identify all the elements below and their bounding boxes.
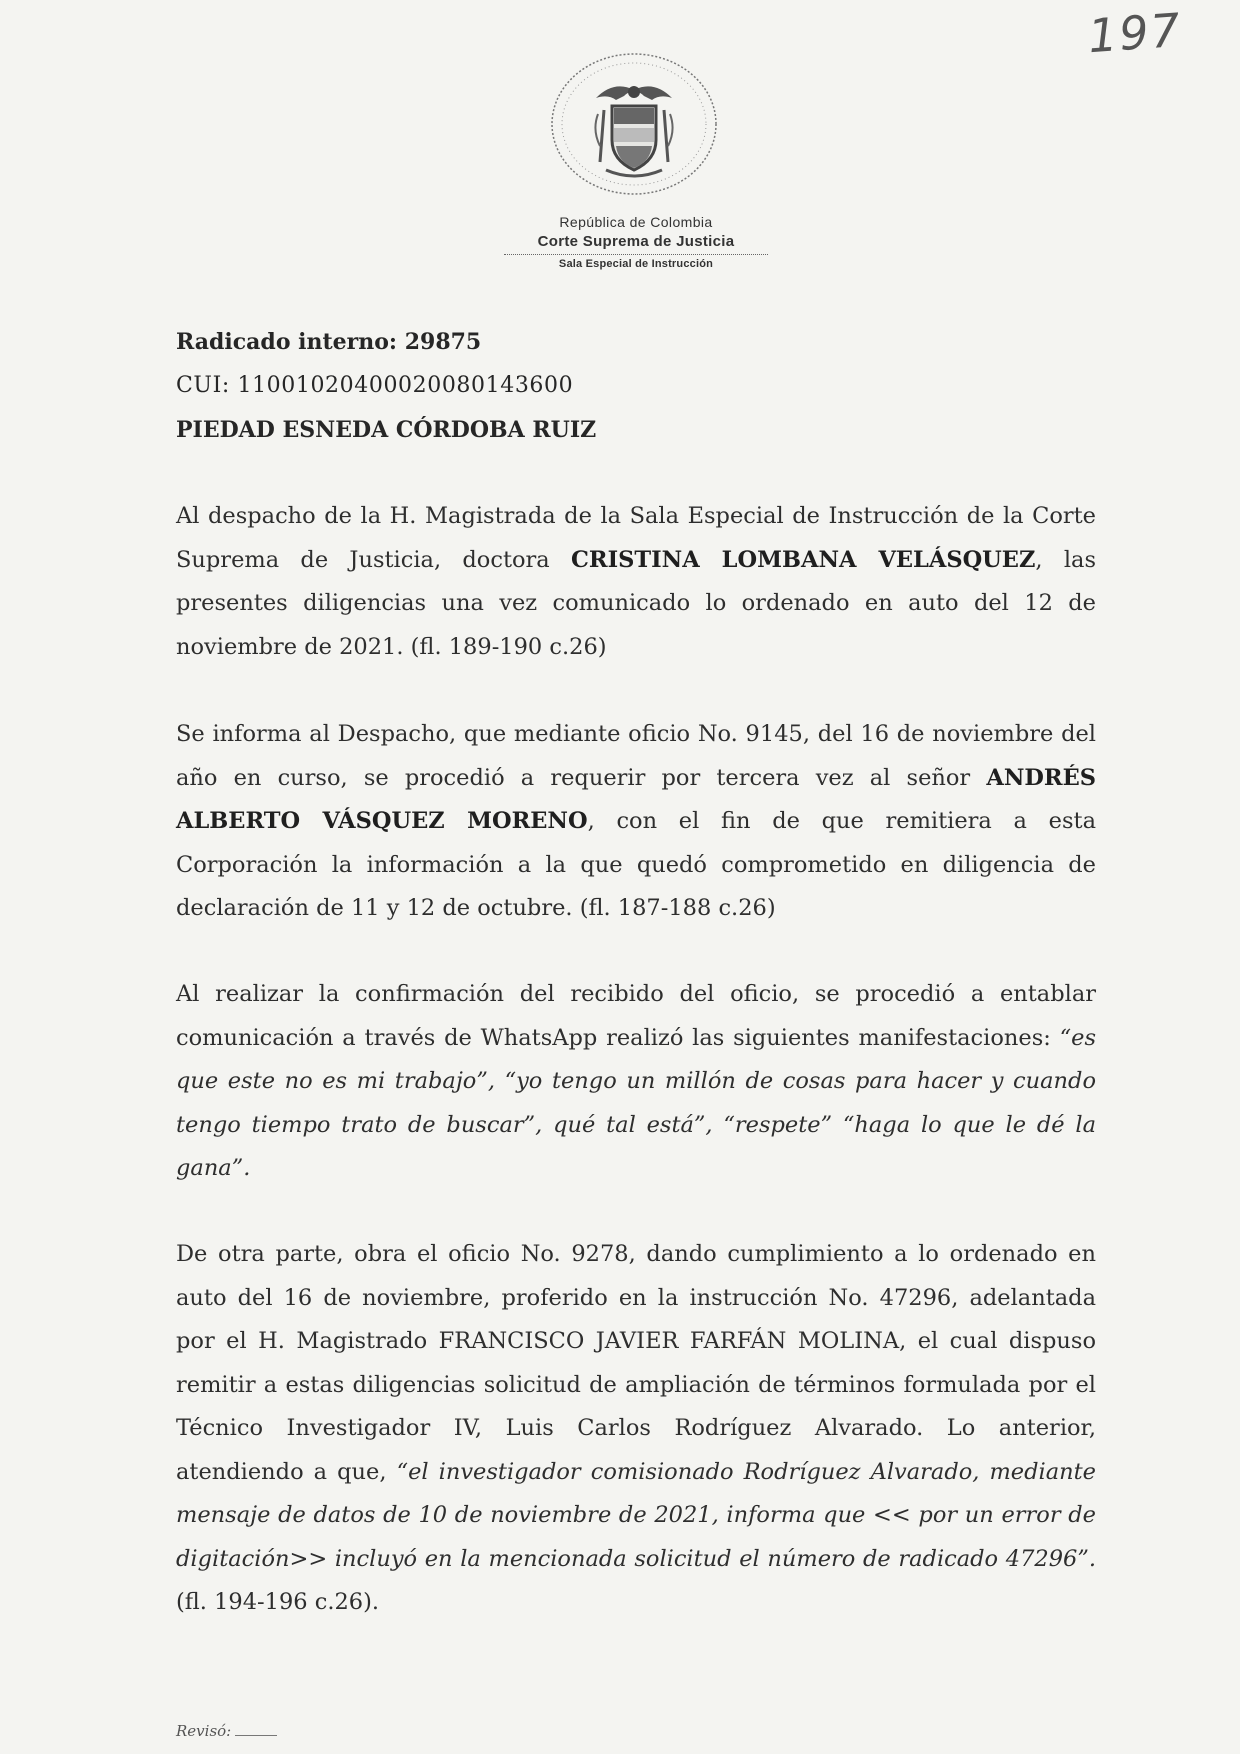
handwritten-page-number: 197 (1086, 2, 1184, 64)
internal-filing-number: Radicado interno: 29875 (176, 329, 482, 355)
cui-number: CUI: 11001020400020080143600 (176, 373, 574, 398)
paragraph-referral: Al despacho de la H. Magistrada de la Sala Especial de Instrucción de la Corte Suprema de Justicia, doctora CRISTINA LOMBANA VELÁSQUEZ, las presentes diligencias una vez comunicado lo ordenado en auto del 12 de noviembre de 2021. (fl. 189-190 c.26) (176, 503, 1096, 660)
reviewed-by-footer: Revisó: (176, 1722, 277, 1740)
country-name: República de Colombia (559, 214, 713, 230)
case-subject-name: PIEDAD ESNEDA CÓRDOBA RUIZ (176, 417, 597, 443)
paragraph-official-letter: Se informa al Despacho, que mediante oficio No. 9145, del 16 de noviembre del año en curso, se procedió a requerir por tercera vez al señor ANDRÉS ALBERTO VÁSQUEZ MORENO, con el fin de que remitiera a esta Corporación la información a la que quedó comprometido en diligencia de declaración de 11 y 12 de octubre. (fl. 187-188 c.26) (176, 721, 1096, 921)
quoted-statements: “es que este no es mi trabajo”, “yo tengo un millón de cosas para hacer y cuando tengo tiempo trato de buscar”, qué tal está”, “respete” “haga lo que le dé la gana”. (176, 1024, 1096, 1181)
quoted-investigator-note: “el investigador comisionado Rodríguez Alvarado, mediante mensaje de datos de 10 de noviembre de 2021, informa que << por un error de digitación>> incluyó en la mencionada solicitud el número de radicado 47296”. (176, 1458, 1096, 1572)
signature-line (235, 1723, 277, 1736)
court-name: Corte Suprema de Justicia (537, 233, 735, 250)
chamber-name: Sala Especial de Instrucción (558, 258, 714, 270)
paragraph-term-extension: De otra parte, obra el oficio No. 9278, dando cumplimiento a lo ordenado en auto del 16 de noviembre, proferido en la instrucción No. 47296, adelantada por el H. Magistrado FRANCISCO JAVIER FARFÁN MOLINA, el cual dispuso remitir a estas diligencias solicitud de ampliación de términos formulada por el Técnico Investigador IV, Luis Carlos Rodríguez Alvarado. Lo anterior, atendiendo a que, “el investigador comisionado Rodríguez Alvarado, mediante mensaje de datos de 10 de noviembre de 2021, informa que << por un error de digitación>> incluyó en la mencionada solicitud el número de radicado 47296”. (fl. 194-196 c.26). (176, 1241, 1096, 1615)
witness-name: ANDRÉS ALBERTO VÁSQUEZ MORENO (176, 764, 1096, 834)
header-divider (504, 254, 768, 255)
institution-header (480, 214, 792, 270)
paragraph-whatsapp-communication: Al realizar la confirmación del recibido del oficio, se procedió a entablar comunicación a través de WhatsApp realizó las siguientes manifestaciones: “es que este no es mi trabajo”, “yo tengo un millón de cosas para hacer y cuando tengo tiempo trato de buscar”, qué tal está”, “respete” “haga lo que le dé la gana”. (176, 981, 1096, 1181)
coat-of-arms-seal-icon (548, 50, 720, 198)
magistrate-name: CRISTINA LOMBANA VELÁSQUEZ (571, 546, 1036, 573)
